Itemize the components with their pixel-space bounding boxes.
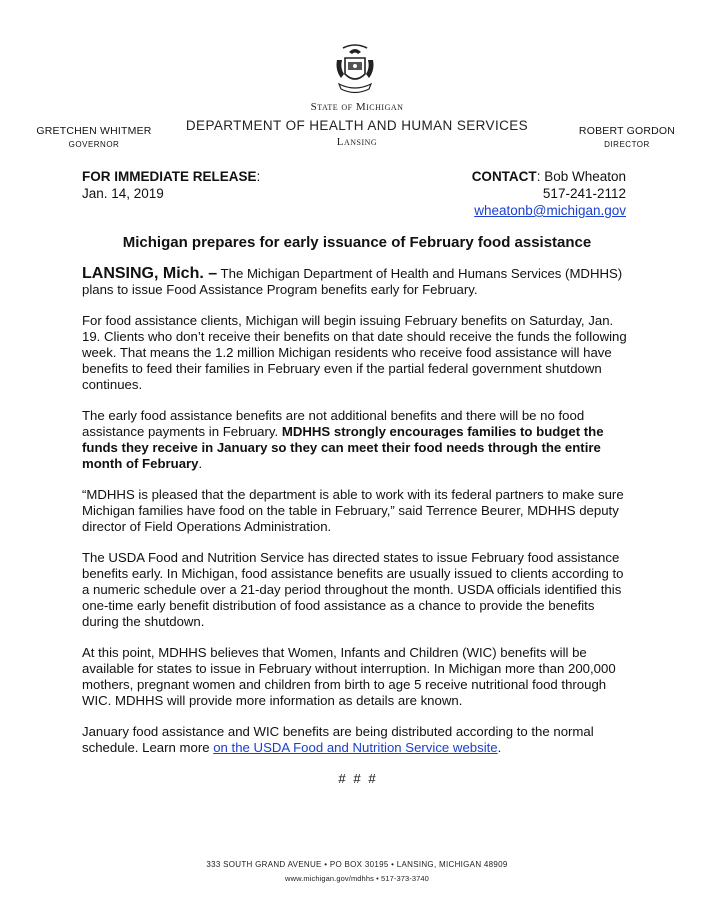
director-title: DIRECTOR: [604, 140, 650, 149]
contact-label: CONTACT: [471, 169, 537, 184]
footer-address: 333 SOUTH GRAND AVENUE • PO BOX 30195 • LANSING, MICHIGAN 48909: [206, 860, 508, 869]
paragraph-6: At this point, MDHHS believes that Women, Infants and Children (WIC) benefits will be available for states to issue in February without interruption. In Michigan more than 200,000 mothers, pregnant women and children from birth to age 5 receive nutritional food through WIC. MDHHS will provide more information as details are known.: [82, 645, 616, 708]
paragraph-3-text: The early food assistance benefits are not additional benefits and there will be no food assistance payments in February.: [82, 408, 585, 439]
end-mark: # # #: [338, 771, 378, 786]
department-name: DEPARTMENT OF HEALTH AND HUMAN SERVICES: [185, 118, 529, 133]
headline: Michigan prepares for early issuance of February food assistance: [122, 234, 592, 251]
contact-block: [472, 168, 626, 219]
dateline: LANSING, Mich. –: [82, 265, 218, 282]
governor-block: [32, 125, 156, 149]
contact-name: : Bob Wheaton: [536, 169, 626, 184]
city-name: Lansing: [336, 136, 378, 148]
contact-email-link[interactable]: wheatonb@michigan.gov: [474, 203, 626, 218]
paragraph-3: [82, 408, 634, 472]
paragraph-7: [82, 724, 634, 756]
paragraph-5: The USDA Food and Nutrition Service has directed states to issue February food assistance benefits early. In Michigan, food assistance benefits are usually issued to clients according to a numeric schedule over a 21-day period throughout the month. USDA officials identified this one-time early benefit distribution of food assistance as a chance to provide the benefits during the shutdown.: [82, 550, 624, 629]
release-date: Jan. 14, 2019: [82, 186, 164, 201]
release-block: [82, 168, 260, 202]
paragraph-3-end: .: [198, 456, 203, 471]
michigan-state-seal-icon: [325, 38, 385, 98]
paragraph-7-end: .: [497, 740, 502, 755]
paragraph-1: [82, 266, 634, 298]
paragraph-4: “MDHHS is pleased that the department is able to work with its federal partners to make sure Michigan families have food on the table in February,” said Terrence Beurer, MDHHS deputy director of Field Operations Administration.: [82, 487, 624, 534]
state-name: State of Michigan: [310, 101, 404, 113]
release-label: FOR IMMEDIATE RELEASE: [82, 169, 257, 184]
director-name: ROBERT GORDON: [578, 125, 676, 137]
usda-fns-website-link[interactable]: on the USDA Food and Nutrition Service website: [213, 740, 498, 755]
press-release-body: [82, 266, 634, 787]
governor-title: GOVERNOR: [68, 140, 120, 149]
paragraph-2: For food assistance clients, Michigan will begin issuing February benefits on Saturday, Jan. 19. Clients who don’t receive their benefits on that date should receive the funds the following week. That means the 1.2 million Michigan residents who receive food assistance will have benefits to feed their families in February even if the partial federal government shutdown continues.: [82, 313, 627, 392]
release-label-colon: :: [256, 169, 261, 184]
paragraph-1-text: The Michigan Department of Health and Humans Services (MDHHS) plans to issue Food Assistance Program benefits early for February.: [82, 266, 623, 297]
paragraph-3-bold: MDHHS strongly encourages families to budget the funds they receive in January so they can meet their food needs through the entire month of February: [82, 424, 604, 471]
governor-name: GRETCHEN WHITMER: [36, 125, 152, 137]
footer-web-phone: www.michigan.gov/mdhhs • 517-373-3740: [285, 874, 429, 883]
director-block: [570, 125, 684, 149]
contact-phone: 517-241-2112: [542, 186, 626, 201]
paragraph-7-text: January food assistance and WIC benefits are being distributed according to the normal schedule. Learn more: [82, 724, 594, 755]
